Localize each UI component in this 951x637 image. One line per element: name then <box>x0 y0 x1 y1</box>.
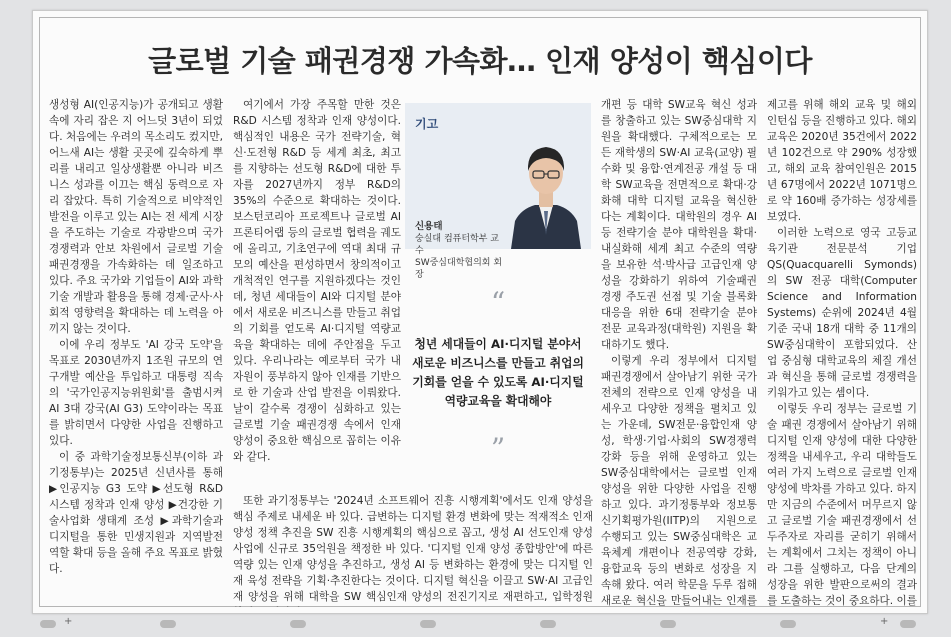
pull-quote-text: 청년 세대들이 AI·디지털 분야서 새로운 비즈니스를 만들고 취업의 기회를 얻을 수 있도록 AI·디지털 역량교육을 확대해야 <box>412 337 584 408</box>
author-name: 신용태 <box>415 221 443 232</box>
scroll-marker[interactable] <box>780 620 796 628</box>
newspaper-page <box>32 10 928 614</box>
paragraph: 이렇듯 우리 정부는 글로벌 기술 패권 경쟁에서 살아남기 위해 디지털 인재 양성에 대한 다양한 정책을 내세우고, 우리 대학들도 여러 가지 노력으로 글로벌 인재 양성에 박차를 가하고 있다. 하지만 지금의 수준에서 머무르지 않고 글로벌 기술 패권경쟁에서 선두주자로 자리를 굳히기 위해서는 계획에서 그치는 정책이 아니라 그를 실행하고, 다음 단계의 성장을 위한 발판으로써의 결과를 도출하는 것이 중요하다. 이를 <box>767 403 917 607</box>
author-title: 숭실대 컴퓨터학부 교수 <box>415 234 499 256</box>
scroll-marker[interactable] <box>660 620 676 628</box>
pull-quote <box>405 286 591 485</box>
contribution-tag: 기고 <box>415 117 439 131</box>
plus-icon: + <box>880 616 889 627</box>
column-1 <box>49 97 223 607</box>
plus-icon: + <box>64 616 73 627</box>
column-2-continued <box>233 493 593 607</box>
column-5 <box>767 97 917 607</box>
scroll-marker[interactable] <box>40 620 56 628</box>
close-quote-icon: ” <box>490 432 506 465</box>
author-info <box>415 221 505 281</box>
author-portrait <box>505 131 587 249</box>
headline: 글로벌 기술 패권경쟁 가속화… 인재 양성이 핵심이다 <box>148 44 812 78</box>
paragraph: 여기에서 가장 주목할 만한 것은 R&D 시스템 정착과 인재 양성이다. 핵심적인 내용은 국가 전략기술, 혁신·도전형 R&D 등 세계 최초, 최고를 지향하는 선도형 R&D에 대한 투자를 2027년까지 정부 R&D의 35%의 수준으로 확대하는 것이다. 보스턴코리아 프로젝트나 글로벌 AI프론티어랩 등의 글로벌 협력을 궤도에 올리고, 기초연구에 역대 최대 규모의 예산을 편성하면서 창의적이고 개척적인 연구를 지원하겠다는 것인데, 청년 세대들이 AI와 디지털 분야에서 새로운 비즈니스를 만들고 취업의 기회를 얻도록 AI·디지털 역량교육을 확대하는 데에 주안점을 두고 있다. 우리나라는 예로부터 국가 내 자원이 풍부하지 않아 인재를 기반으로 한 기술과 산업 발전을 이뤄왔다. 날이 갈수록 경쟁이 심화하고 있는 글로벌 기술 패권경쟁 속에서 인재 양성이 중요한 핵심으로 꼽히는 이유와 같다. <box>233 99 401 463</box>
author-affiliation: SW중심대학협의회 회장 <box>415 258 503 280</box>
scroll-marker[interactable] <box>420 620 436 628</box>
page-scroll-strip[interactable] <box>0 614 951 637</box>
scroll-marker[interactable] <box>160 620 176 628</box>
scroll-marker[interactable] <box>540 620 556 628</box>
scroll-marker[interactable] <box>900 620 916 628</box>
contributor-box <box>405 103 591 280</box>
paragraph: 또한 과기정통부는 '2024년 소프트웨어 진흥 시행계획'에서도 인재 양성을 핵심 주제로 내세운 바 있다. 급변하는 디지털 환경 변화에 맞는 적재적소 인재 양성 정책 추진을 SW 진흥 시행계획의 핵심으로 꼽고, 생성 AI 선도인재 양성 사업에 신규로 35억원을 책정한 바 있다. '디지털 인재 양성 종합방안'에 따른 역량 있는 인재 양성을 추진하고, 생성 AI 등 변화하는 환경에 맞는 디지털 인재 육성 전략을 기획·추진한다는 것이다. 디지털 혁신을 이끌고 SW·AI 고급인재 양성을 위해 대학을 SW 핵심인재 양성의 전진기지로 재편하고, 입학정원 <box>233 495 593 603</box>
paragraph: 생성형 AI(인공지능)가 공개되고 생활 속에 자리 잡은 지 어느덧 3년이 되었다. 처음에는 우려의 목소리도 컸지만, 어느새 AI는 생활 곳곳에 깊숙하게 뿌리를 내리고 일상생활뿐 아니라 비즈니스 성과를 이끄는 핵심 동력으로 자리 잡았다. 특히 기술적으로 비약적인 발전을 이루고 있는 AI는 전 세계 시장을 주도하는 기술로 각광받으며 국가 경쟁력과 안보 차원에서 글로벌 기술 패권경쟁을 가속화하는 데 일조하고 있다. 주요 국가와 기업들이 AI와 과학기술 개발과 활용을 통해 경제·군사·사회적 영향력을 확대하는 데 노력을 아끼지 않는 것이다. <box>49 99 223 335</box>
paragraph: 이러한 노력으로 영국 고등교육기관 전문분석 기업 QS(Quacquarelli Symonds)의 SW 전공 대학(Computer Science and Information Systems) 순위에 2024년 4월 기준 국내 18개 대학 중 11개의 SW중심대학이 포함되었다. 산업 중심형 대학교육의 체질 개선과 혁신을 통해 글로벌 경쟁력을 키워가고 있는 셈이다. <box>767 227 917 399</box>
paragraph: 이렇게 우리 정부에서 디지털 패권경쟁에서 살아남기 위한 국가 전체의 전략으로 인재 양성을 내세우고 다양한 정책을 펼치고 있는 가운데, SW전문·융합인재 양성, 학생·기업·사회의 SW경쟁력 강화 등을 위해 운영하고 있는 SW중심대학에서는 글로벌 인재 양성을 위한 다양한 사업을 진행하고 있다. 과기정통부와 정보통신기획평가원(IITP)의 지원으로 수행되고 있는 SW중심대학은 교육체계 개편이나 전공역량 강화, 융합교육 등의 변화로 성장을 지속해 왔다. 여러 학문을 두루 접해 새로운 혁신을 만들어내는 인재를 <box>601 355 757 607</box>
paragraph: 이 중 과학기술정보통신부(이하 과기정통부)는 2025년 신년사를 통해 ▶인공지능 G3 도약 ▶선도형 R&D 시스템 정착과 인재 양성 ▶건강한 기술사업화 생태계 조성 ▶과학기술과 디지털을 통한 민생지원과 지역발전 역할 확대 등을 올해 주요 목표로 밝혔다. <box>49 451 223 575</box>
column-4 <box>601 97 757 607</box>
paragraph: 개편 등 대학 SW교육 혁신 성과를 창출하고 있는 SW중심대학 지원을 확대했다. 구체적으로는 모든 재학생의 SW·AI 교육(교양) 필수화 및 융합·연계전공 개설 등 대학 SW교육을 전면적으로 확대·강화해 대학 디지털 교육을 혁신한다는 계획이다. 대학원의 경우 AI 등 전략기술 분야 대학원을 확대·내실화해 세계 최고 수준의 역량을 보유한 석·박사급 고급인재 양성을 강화하기 위하여 기술패권 경쟁 주도권 선점 및 기술 블록화 대응을 위한 6대 전략기술 분야 전문 교육과정(대학원) 지원을 확대하기도 했다. <box>601 99 757 351</box>
open-quote-icon: “ <box>490 286 506 319</box>
column-2 <box>233 97 401 492</box>
paragraph: 제고를 위해 해외 교육 및 해외 인턴십 등을 진행하고 있다. 해외 교육은 2020년 35건에서 2022년 102건으로 약 290% 성장했고, 해외 교육 참여인원은 2015년 67명에서 2022년 1071명으로 약 160배 증가하는 성장세를 보였다. <box>767 99 917 223</box>
scroll-marker[interactable] <box>290 620 306 628</box>
paragraph: 이에 우리 정부도 'AI 강국 도약'을 목표로 2030년까지 1조원 규모의 연구개발 예산을 투입하고 대통령 직속의 '국가인공지능위원회'를 출범시켜 AI 3대 강국(AI G3) 도약이라는 목표를 밝히면서 다양한 사업을 진행하고 있다. <box>49 339 223 447</box>
